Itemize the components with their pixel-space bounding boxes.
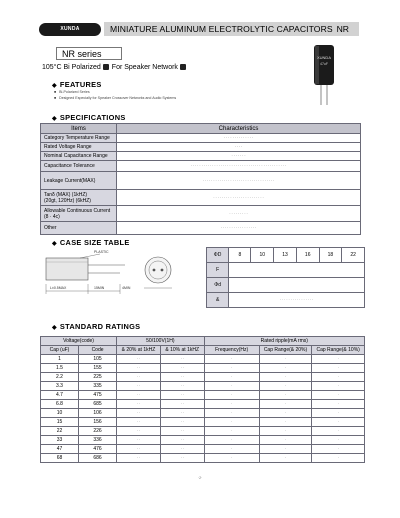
rating-cell: ·: [312, 373, 365, 382]
rating-row: [41, 355, 365, 364]
subtitle-part1: 105°C Bi Polarized: [42, 64, 101, 71]
cap-cell: 1: [41, 355, 79, 364]
rating-cell: ·: [259, 391, 312, 400]
code-cell: 105: [79, 355, 117, 364]
spec-label: Capacitance Tolerance: [41, 161, 117, 172]
rating-cell: · ·: [160, 391, 204, 400]
cap-cell: 47: [41, 445, 79, 454]
code-cell: 226: [79, 427, 117, 436]
rating-row: [41, 364, 365, 373]
spec-label: Rated Voltage Range: [41, 143, 117, 152]
document-title: MINIATURE ALUMINUM ELECTROLYTIC CAPACITORS: [110, 24, 333, 34]
spec-value: · · · · · · ·: [117, 152, 361, 161]
rating-row: [41, 418, 365, 427]
series-code: NR: [336, 24, 349, 34]
spec-label: Other: [41, 222, 117, 235]
cap-cell: 33: [41, 436, 79, 445]
cap-cell: 4.7: [41, 391, 79, 400]
header-a: & 20% at 1kHZ: [117, 346, 161, 355]
svg-text:XUNDA: XUNDA: [316, 55, 332, 60]
ratings-body: [41, 355, 365, 463]
spec-value: · · · ·: [117, 143, 361, 152]
rating-cell: · ·: [117, 436, 161, 445]
spec-label: Category Temperature Range: [41, 134, 117, 143]
spec-label: Tanδ (MAX) (1kHZ) (20gt, 120Hz) (6kHZ): [41, 190, 117, 206]
capacitor-photo: [312, 44, 336, 106]
rating-row: [41, 436, 365, 445]
vent-label: PLASTIC: [94, 250, 109, 254]
cap-cell: 15: [41, 418, 79, 427]
rating-cell: ·: [259, 373, 312, 382]
header-b: & 10% at 1kHZ: [160, 346, 204, 355]
rating-row: [41, 445, 365, 454]
rating-cell: · ·: [160, 382, 204, 391]
rating-cell: ·: [259, 355, 312, 364]
rating-cell: ·: [312, 391, 365, 400]
col-items: Items: [41, 124, 117, 134]
rating-cell: · ·: [117, 373, 161, 382]
rating-cell: · ·: [160, 400, 204, 409]
rating-cell: · ·: [160, 373, 204, 382]
code-cell: 686: [79, 454, 117, 463]
diamond-icon: ◆: [52, 83, 57, 89]
page-footer: ·2·: [198, 476, 203, 480]
cap-cell: 68: [41, 454, 79, 463]
rating-cell: ·: [204, 382, 259, 391]
size-cell: 8: [229, 248, 251, 263]
code-cell: 155: [79, 364, 117, 373]
size-cell: 22: [342, 248, 365, 263]
diamond-icon: ◆: [52, 241, 57, 247]
rating-cell: ·: [259, 418, 312, 427]
rating-row: [41, 382, 365, 391]
brand-logo: XUNDA: [39, 23, 101, 36]
rating-cell: · ·: [160, 418, 204, 427]
code-cell: 336: [79, 436, 117, 445]
size-cell: 13: [274, 248, 297, 263]
rating-cell: · ·: [160, 454, 204, 463]
rating-row: [41, 454, 365, 463]
rating-cell: · ·: [117, 427, 161, 436]
rating-cell: · ·: [160, 409, 204, 418]
block-icon: [180, 64, 186, 70]
spec-value: · · · · · · · · · · · · · · · · ·: [117, 222, 361, 235]
specifications-heading: ◆ SPECIFICATIONS: [52, 113, 126, 122]
cap-cell: 22: [41, 427, 79, 436]
feature-item-1: ■ Bi-Polarized Series: [54, 90, 90, 94]
row-label: Φd: [207, 278, 229, 293]
cap-cell: 6.8: [41, 400, 79, 409]
rating-cell: ·: [312, 400, 365, 409]
rating-cell: ·: [259, 436, 312, 445]
rating-cell: · ·: [117, 400, 161, 409]
cap-cell: 10: [41, 409, 79, 418]
case-size-heading: ◆ CASE SIZE TABLE: [52, 238, 130, 247]
rating-cell: ·: [312, 355, 365, 364]
rating-cell: ·: [259, 427, 312, 436]
rating-cell: ·: [312, 445, 365, 454]
rating-cell: · ·: [160, 364, 204, 373]
header-size: 50/100V(1H): [117, 337, 205, 346]
col-characteristics: Characteristics: [117, 124, 361, 134]
rating-cell: ·: [312, 364, 365, 373]
rating-cell: ·: [259, 454, 312, 463]
code-cell: 335: [79, 382, 117, 391]
svg-text:47uF: 47uF: [320, 62, 328, 66]
rating-cell: ·: [259, 400, 312, 409]
rating-cell: ·: [204, 427, 259, 436]
header-cap: Cap (uF): [41, 346, 79, 355]
spec-label: Leakage Current(MAX): [41, 172, 117, 190]
feature-item-2: ■ Designed Especially for Speaker Crossover Networks and Audio Systems: [54, 96, 176, 100]
rating-cell: ·: [204, 409, 259, 418]
spec-value: · · · · · · · · · · · · · · · · · · · · · · · · · · · · · · · · · ·: [117, 172, 361, 190]
rating-row: [41, 427, 365, 436]
rating-cell: · ·: [117, 382, 161, 391]
features-heading: ◆ FEATURES: [52, 80, 102, 89]
rating-cell: ·: [204, 391, 259, 400]
rating-row: [41, 373, 365, 382]
rating-cell: ·: [259, 445, 312, 454]
header-range1: Cap Range(& 20%): [259, 346, 312, 355]
rating-cell: ·: [312, 436, 365, 445]
rating-cell: ·: [312, 409, 365, 418]
lead-label: 15MIN: [94, 286, 105, 290]
rating-cell: ·: [312, 427, 365, 436]
spec-value: · · · · · · · · · · · · · · · · · · · · · · · ·: [117, 190, 361, 206]
rating-cell: ·: [312, 382, 365, 391]
code-cell: 685: [79, 400, 117, 409]
code-cell: 156: [79, 418, 117, 427]
spec-label: Allowable Continuous Current (8 · 4c): [41, 206, 117, 222]
case-size-table: ΦD 8 10 13 16 18 22 F Φd & · · · · · · · · · · · · · · · ·: [206, 247, 365, 308]
rating-cell: · ·: [160, 355, 204, 364]
header-range2: Cap Range(& 10%): [312, 346, 365, 355]
case-dimension-diagram: [40, 248, 190, 306]
row-label: F: [207, 263, 229, 278]
specifications-table: [40, 123, 361, 235]
length-label: L±0.5MAX: [50, 286, 67, 290]
rating-cell: ·: [259, 382, 312, 391]
subtitle-part2: For Speaker Network: [111, 64, 178, 71]
rating-cell: · ·: [117, 391, 161, 400]
rating-cell: ·: [312, 454, 365, 463]
block-icon: [103, 64, 109, 70]
rating-cell: ·: [312, 418, 365, 427]
size-cell: 10: [251, 248, 274, 263]
rating-row: [41, 391, 365, 400]
rating-cell: · ·: [117, 418, 161, 427]
title-banner: [104, 22, 359, 36]
cap-cell: 2.2: [41, 373, 79, 382]
rating-cell: ·: [259, 364, 312, 373]
rating-cell: · ·: [117, 355, 161, 364]
size-cell: 18: [319, 248, 342, 263]
ratings-heading: ◆ STANDARD RATINGS: [52, 322, 141, 331]
rating-cell: ·: [204, 436, 259, 445]
ratings-table: [40, 336, 365, 463]
diamond-icon: ◆: [52, 325, 57, 331]
rating-cell: · ·: [117, 409, 161, 418]
size-cell: 16: [296, 248, 319, 263]
row-label: &: [207, 293, 229, 308]
rating-row: [41, 400, 365, 409]
rating-cell: · ·: [160, 445, 204, 454]
row-label: ΦD: [207, 248, 229, 263]
code-cell: 225: [79, 373, 117, 382]
rating-cell: ·: [204, 454, 259, 463]
series-box: NR series: [56, 47, 122, 60]
spec-value: · · · · · · · · · · · · · · · · · · · · · · · · · · · · · · · · · · · · · · · · · · · · ·: [117, 161, 361, 172]
spec-value: · · · · · · · · ·: [117, 206, 361, 222]
code-cell: 106: [79, 409, 117, 418]
rating-cell: ·: [204, 355, 259, 364]
rating-cell: ·: [204, 364, 259, 373]
rating-cell: ·: [204, 445, 259, 454]
header-ripple: Rated ripple(mA rms): [204, 337, 364, 346]
header-voltage: Voltage(code): [41, 337, 117, 346]
cap-cell: 1.5: [41, 364, 79, 373]
rating-cell: ·: [204, 373, 259, 382]
spec-label: Nominal Capacitance Range: [41, 152, 117, 161]
code-cell: 475: [79, 391, 117, 400]
rating-cell: · ·: [160, 436, 204, 445]
rating-cell: ·: [259, 409, 312, 418]
rating-cell: · ·: [117, 445, 161, 454]
cap-cell: 3.3: [41, 382, 79, 391]
rating-cell: ·: [204, 418, 259, 427]
rating-cell: ·: [204, 400, 259, 409]
rating-cell: · ·: [117, 364, 161, 373]
spec-value: · · · · · · · · · · · · · ·: [117, 134, 361, 143]
lead-end-label: 4MIN: [122, 286, 131, 290]
product-subtitle: [42, 64, 187, 71]
rating-row: [41, 409, 365, 418]
header-code: Code: [79, 346, 117, 355]
header-frequency: Frequency(Hz): [204, 346, 259, 355]
diamond-icon: ◆: [52, 116, 57, 122]
code-cell: 476: [79, 445, 117, 454]
rating-cell: · ·: [160, 427, 204, 436]
rating-cell: · ·: [117, 454, 161, 463]
